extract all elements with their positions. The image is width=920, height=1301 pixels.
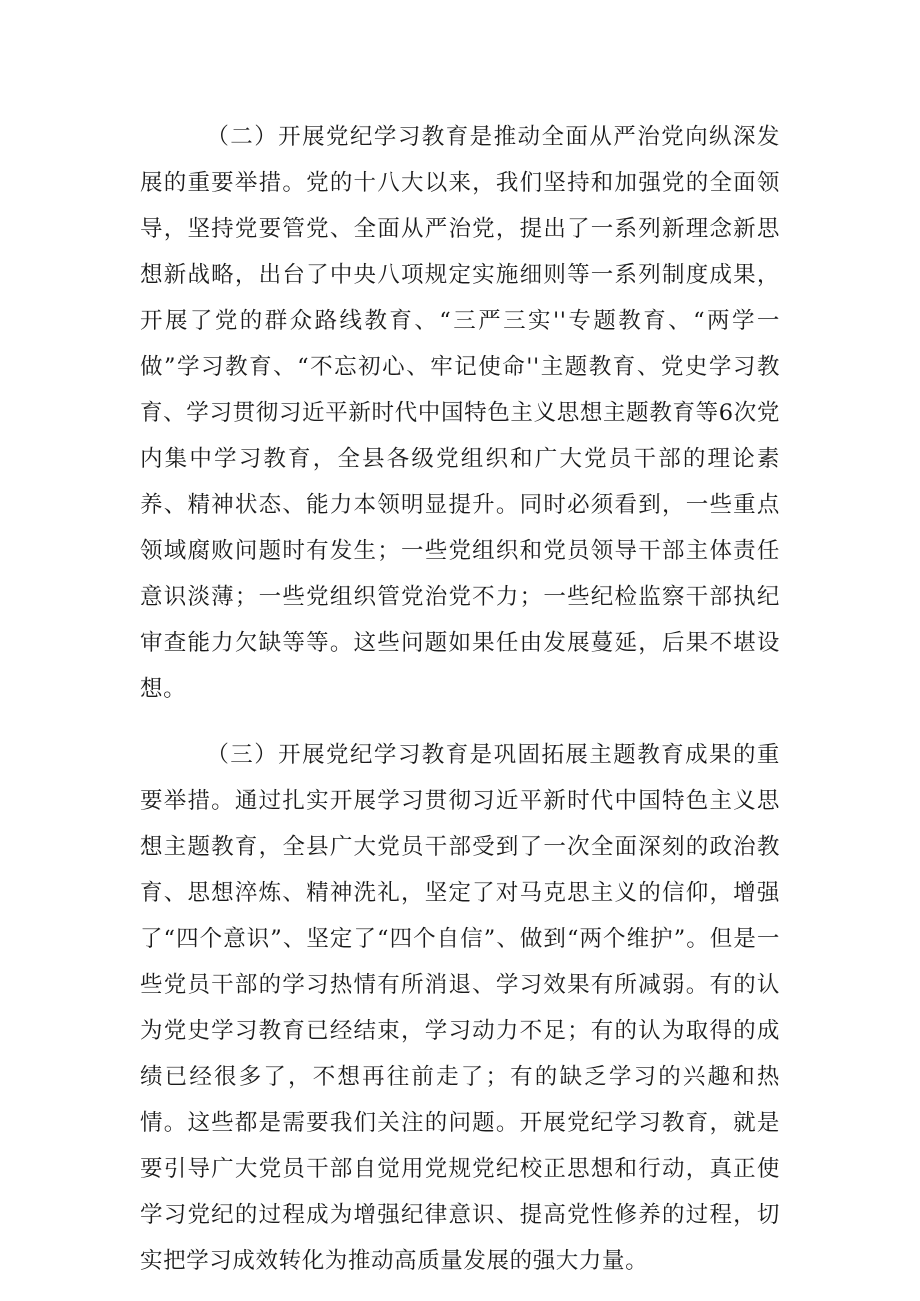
paragraph-section-3: （三）开展党纪学习教育是巩固拓展主题教育成果的重要举措。通过扎实开展学习贯彻习近平新时代中国特色主义思想主题教育，全县广大党员干部受到了一次全面深刻的政治教育、思想淬炼、精神洗礼，坚定了对马克思主义的信仰，增强了“四个意识”、坚定了“四个自信”、做到“两个维护”。但是一些党员干部的学习热情有所消退、学习效果有所减弱。有的认为党史学习教育已经结束，学习动力不足；有的认为取得的成绩已经很多了，不想再往前走了；有的缺乏学习的兴趣和热情。这些都是需要我们关注的问题。开展党纪学习教育，就是要引导广大党员干部自觉用党规党纪校正思想和行动，真正使学习党纪的过程成为增强纪律意识、提高党性修养的过程，切实把学习成效转化为推动高质量发展的强大力量。	[140, 742, 780, 1274]
document-body	[140, 114, 780, 1284]
paragraph-section-2: （二）开展党纪学习教育是推动全面从严治党向纵深发展的重要举措。党的十八大以来，我们坚持和加强党的全面领导，坚持党要管党、全面从严治党，提出了一系列新理念新思想新战略，出台了中央八项规定实施细则等一系列制度成果，开展了党的群众路线教育、“三严三实''专题教育、“两学一做”学习教育、“不忘初心、牢记使命''主题教育、党史学习教育、学习贯彻习近平新时代中国特色主义思想主题教育等6次党内集中学习教育，全县各级党组织和广大党员干部的理论素养、精神状态、能力本领明显提升。同时必须看到，一些重点领域腐败问题时有发生；一些党组织和党员领导干部主体责任意识淡薄；一些党组织管党治党不力；一些纪检监察干部执纪审查能力欠缺等等。这些问题如果任由发展蔓延，后果不堪设想。	[140, 124, 780, 702]
